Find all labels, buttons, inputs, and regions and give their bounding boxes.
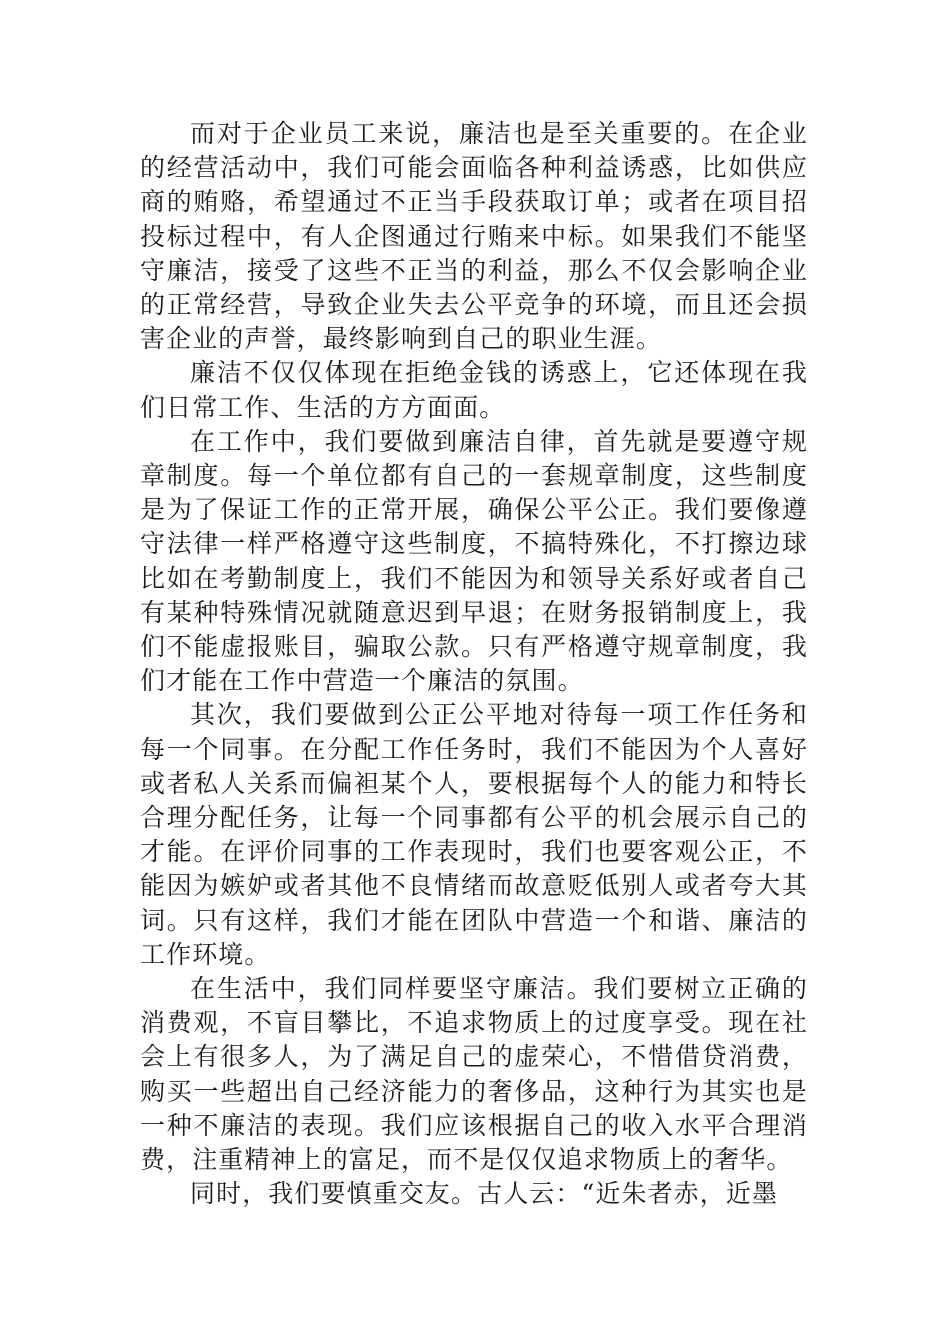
document-body	[140, 117, 808, 1212]
paragraph-fairness: 其次，我们要做到公正公平地对待每一项工作任务和每一个同事。在分配工作任务时，我们不能因为个人喜好或者私人关系而偏袒某个人，要根据每个人的能力和特长合理分配任务，让每一个同事都有公平的机会展示自己的才能。在评价同事的工作表现时，我们也要客观公正，不能因为嫉妒或者其他不良情绪而故意贬低别人或者夸大其词。只有这样，我们才能在团队中营造一个和谐、廉洁的工作环境。	[140, 700, 808, 969]
paragraph-choose-friends: 同时，我们要慎重交友。古人云：“近朱者赤，近墨	[190, 1179, 779, 1209]
paragraph-work-rules: 在工作中，我们要做到廉洁自律，首先就是要遵守规章制度。每一个单位都有自己的一套规章制度，这些制度是为了保证工作的正常开展，确保公平公正。我们要像遵守法律一样严格遵守这些制度，不搞特殊化，不打擦边球比如在考勤制度上，我们不能因为和领导关系好或者自己有某种特殊情况就随意迟到早退；在财务报销制度上，我们不能虚报账目，骗取公款。只有严格遵守规章制度，我们才能在工作中营造一个廉洁的氛围。	[140, 426, 808, 696]
paragraph-employee-integrity: 而对于企业员工来说，廉洁也是至关重要的。在企业的经营活动中，我们可能会面临各种利益诱惑，比如供应商的贿赂，希望通过不正当手段获取订单；或者在项目招投标过程中，有人企图通过行贿来中标。如果我们不能坚守廉洁，接受了这些不正当的利益，那么不仅会影响企业的正常经营，导致企业失去公平竞争的环境，而且还会损害企业的声誉，最终影响到自己的职业生涯。	[140, 119, 808, 354]
paragraph-integrity-aspects: 廉洁不仅仅体现在拒绝金钱的诱惑上，它还体现在我们日常工作、生活的方方面面。	[140, 358, 808, 422]
paragraph-life-consumption: 在生活中，我们同样要坚守廉洁。我们要树立正确的消费观，不盲目攀比，不追求物质上的过度享受。现在社会上有很多人，为了满足自己的虚荣心，不惜借贷消费，购买一些超出自己经济能力的奢侈品，这种行为其实也是一种不廉洁的表现。我们应该根据自己的收入水平合理消费，注重精神上的富足，而不是仅仅追求物质上的奢华。	[140, 974, 808, 1175]
